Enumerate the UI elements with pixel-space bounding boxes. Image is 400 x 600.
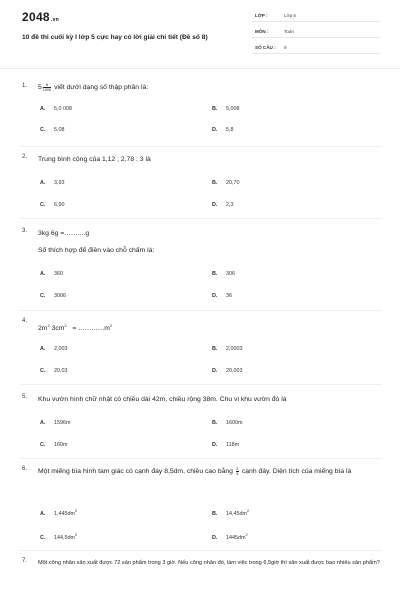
question-number: 2. [22, 154, 28, 160]
option-label: C. [40, 293, 46, 299]
question-separator [20, 458, 382, 459]
fraction [43, 83, 51, 92]
option-label: D. [212, 535, 218, 541]
option-value: 2,003 [54, 346, 68, 352]
option-value: 3,93 [54, 180, 65, 186]
option-b[interactable] [212, 106, 240, 112]
option-label: A. [40, 180, 46, 186]
option-label: C. [40, 127, 46, 133]
option-d[interactable] [212, 532, 248, 541]
question-separator [20, 310, 382, 311]
superscript: 2 [47, 323, 50, 328]
option-label: C. [40, 442, 46, 448]
option-value: 5,8 [226, 127, 234, 133]
question-text-value: 3kg 6g = [38, 230, 65, 237]
fill-blank-unit: m [104, 325, 110, 332]
option-value: 1600m [226, 420, 243, 426]
term-1: 2m [38, 325, 48, 332]
option-label: B. [212, 106, 218, 112]
superscript: 2 [245, 532, 248, 537]
option-value: 3006 [54, 293, 66, 299]
option-value: 6,90 [54, 202, 65, 208]
meta-grade-key: LỚP : [255, 13, 268, 18]
superscript: 2 [64, 323, 67, 328]
option-label: B. [212, 180, 218, 186]
meta-count-value: 9 [284, 45, 287, 50]
option-value: 20,70 [226, 180, 240, 186]
option-label: D. [212, 442, 218, 448]
question-number: 4. [22, 318, 28, 324]
meta-subject [252, 28, 380, 38]
logo-ext: .vn [50, 17, 60, 23]
option-d[interactable] [212, 442, 239, 448]
option-value: 5,08 [54, 127, 65, 133]
fill-blank-dots: ………. [64, 230, 86, 237]
option-value: 5,0 008 [54, 106, 72, 112]
option-d[interactable] [212, 127, 234, 133]
option-value: 14,45dm [226, 511, 247, 517]
option-a[interactable] [40, 508, 77, 517]
option-b[interactable] [212, 420, 242, 426]
question-text-start: Một miếng bìa hình tam giác có cạnh đáy 8,5dm, chiều cao bằng [38, 468, 235, 475]
question-number: 5. [22, 394, 28, 400]
option-b[interactable] [212, 180, 240, 186]
option-label: B. [212, 511, 218, 517]
option-a[interactable] [40, 180, 65, 186]
option-label: A. [40, 271, 46, 277]
option-c[interactable] [40, 368, 68, 374]
question-instruction: Số thích hợp để điền vào chỗ chấm là: [38, 247, 155, 254]
question-separator [20, 550, 382, 551]
meta-grade [252, 12, 380, 22]
fill-blank-unit: g [85, 230, 90, 237]
site-logo[interactable] [22, 10, 59, 24]
question-number: 1. [22, 83, 28, 89]
option-label: C. [40, 535, 46, 541]
term-2: 3cm [49, 325, 65, 332]
question-separator [20, 384, 382, 385]
fraction [236, 467, 239, 476]
option-b[interactable] [212, 271, 235, 277]
question-text-end: cạnh đáy. Diện tích của miếng bìa là [239, 468, 352, 475]
option-label: A. [40, 420, 46, 426]
option-b[interactable] [212, 508, 249, 517]
superscript: 2 [74, 532, 78, 537]
question-separator [20, 146, 382, 147]
question-text-rest: viết dưới dạng số thập phân là: [52, 84, 149, 91]
question-text [38, 466, 383, 477]
exam-title: 10 đề thi cuối kỳ I lớp 5 cực hay có lời giải chi tiết (Đề số 8) [22, 34, 208, 41]
meta-count-key: SỐ CÂU : [255, 45, 276, 50]
option-label: B. [212, 271, 218, 277]
mixed-number-whole: 5 [38, 84, 42, 91]
option-value: 2,3 [226, 202, 234, 208]
option-label: A. [40, 511, 46, 517]
question-number: 7. [22, 558, 28, 564]
option-value: 1445dm [226, 535, 246, 541]
option-c[interactable] [40, 293, 66, 299]
option-value: 1596m [54, 420, 71, 426]
option-label: B. [212, 420, 218, 426]
option-label: A. [40, 346, 46, 352]
fraction-numerator: 2 [236, 466, 239, 471]
logo-text: 2048 [22, 10, 50, 24]
option-label: C. [40, 368, 46, 374]
option-label: B. [212, 346, 218, 352]
option-value: 1,445dm [54, 511, 75, 517]
fraction-denominator: 5 [236, 471, 239, 476]
option-a[interactable] [40, 106, 72, 112]
question-text [38, 82, 148, 93]
option-label: D. [212, 368, 218, 374]
meta-subject-key: MÔN : [255, 29, 269, 34]
option-label: C. [40, 202, 46, 208]
fraction-numerator: 8 [43, 83, 51, 88]
superscript: 2 [109, 323, 113, 328]
option-label: D. [212, 293, 218, 299]
option-value: 36 [226, 293, 232, 299]
option-value: 160m [54, 442, 68, 448]
option-c[interactable] [40, 442, 68, 448]
option-value: 20,03 [54, 368, 68, 374]
option-value: 118m [226, 442, 240, 448]
question-text: Khu vườn hình chữ nhật có chiều dài 42m, chiều rộng 38m. Chu vi khu vườn đó là [38, 396, 287, 403]
meta-grade-value: Lớp 5 [284, 13, 296, 18]
option-d[interactable] [212, 202, 234, 208]
option-a[interactable] [40, 420, 70, 426]
option-value: 360 [54, 271, 63, 277]
option-c[interactable] [40, 532, 77, 541]
option-d[interactable] [212, 293, 232, 299]
question-text: Trung bình cộng của 1,12 ; 2,78 ; 3 là [38, 156, 151, 163]
superscript: 2 [246, 508, 250, 513]
equals: = [66, 325, 79, 332]
fraction-denominator: 1000 [42, 87, 52, 92]
option-label: D. [212, 202, 218, 208]
question-text: Một công nhân sản xuất được 72 sản phẩm trong 3 giờ. Nếu công nhân đó, làm việc trong 6,5giờ thì sản xuất được bao nhiêu sản phẩm? [38, 560, 380, 566]
option-value: 2,0003 [226, 346, 243, 352]
question-number: 3. [22, 228, 28, 234]
question-number: 6. [22, 466, 28, 472]
question-text [38, 320, 112, 334]
header-divider [0, 68, 400, 69]
option-label: D. [212, 127, 218, 133]
option-label: A. [40, 106, 46, 112]
superscript: 2 [74, 508, 78, 513]
option-b[interactable] [212, 346, 243, 352]
question-separator [20, 218, 382, 219]
header [0, 0, 400, 62]
question-text [38, 228, 89, 239]
option-d[interactable] [212, 368, 243, 374]
fill-blank-dots: ………… [78, 325, 105, 332]
option-value: 144,5dm [54, 535, 75, 541]
option-value: 306 [226, 271, 235, 277]
meta-subject-value: Toán [284, 29, 294, 34]
option-c[interactable] [40, 127, 65, 133]
option-a[interactable] [40, 346, 68, 352]
option-a[interactable] [40, 271, 63, 277]
meta-count [252, 44, 380, 54]
option-value: 5,008 [226, 106, 240, 112]
option-c[interactable] [40, 202, 65, 208]
option-value: 20,003 [226, 368, 243, 374]
